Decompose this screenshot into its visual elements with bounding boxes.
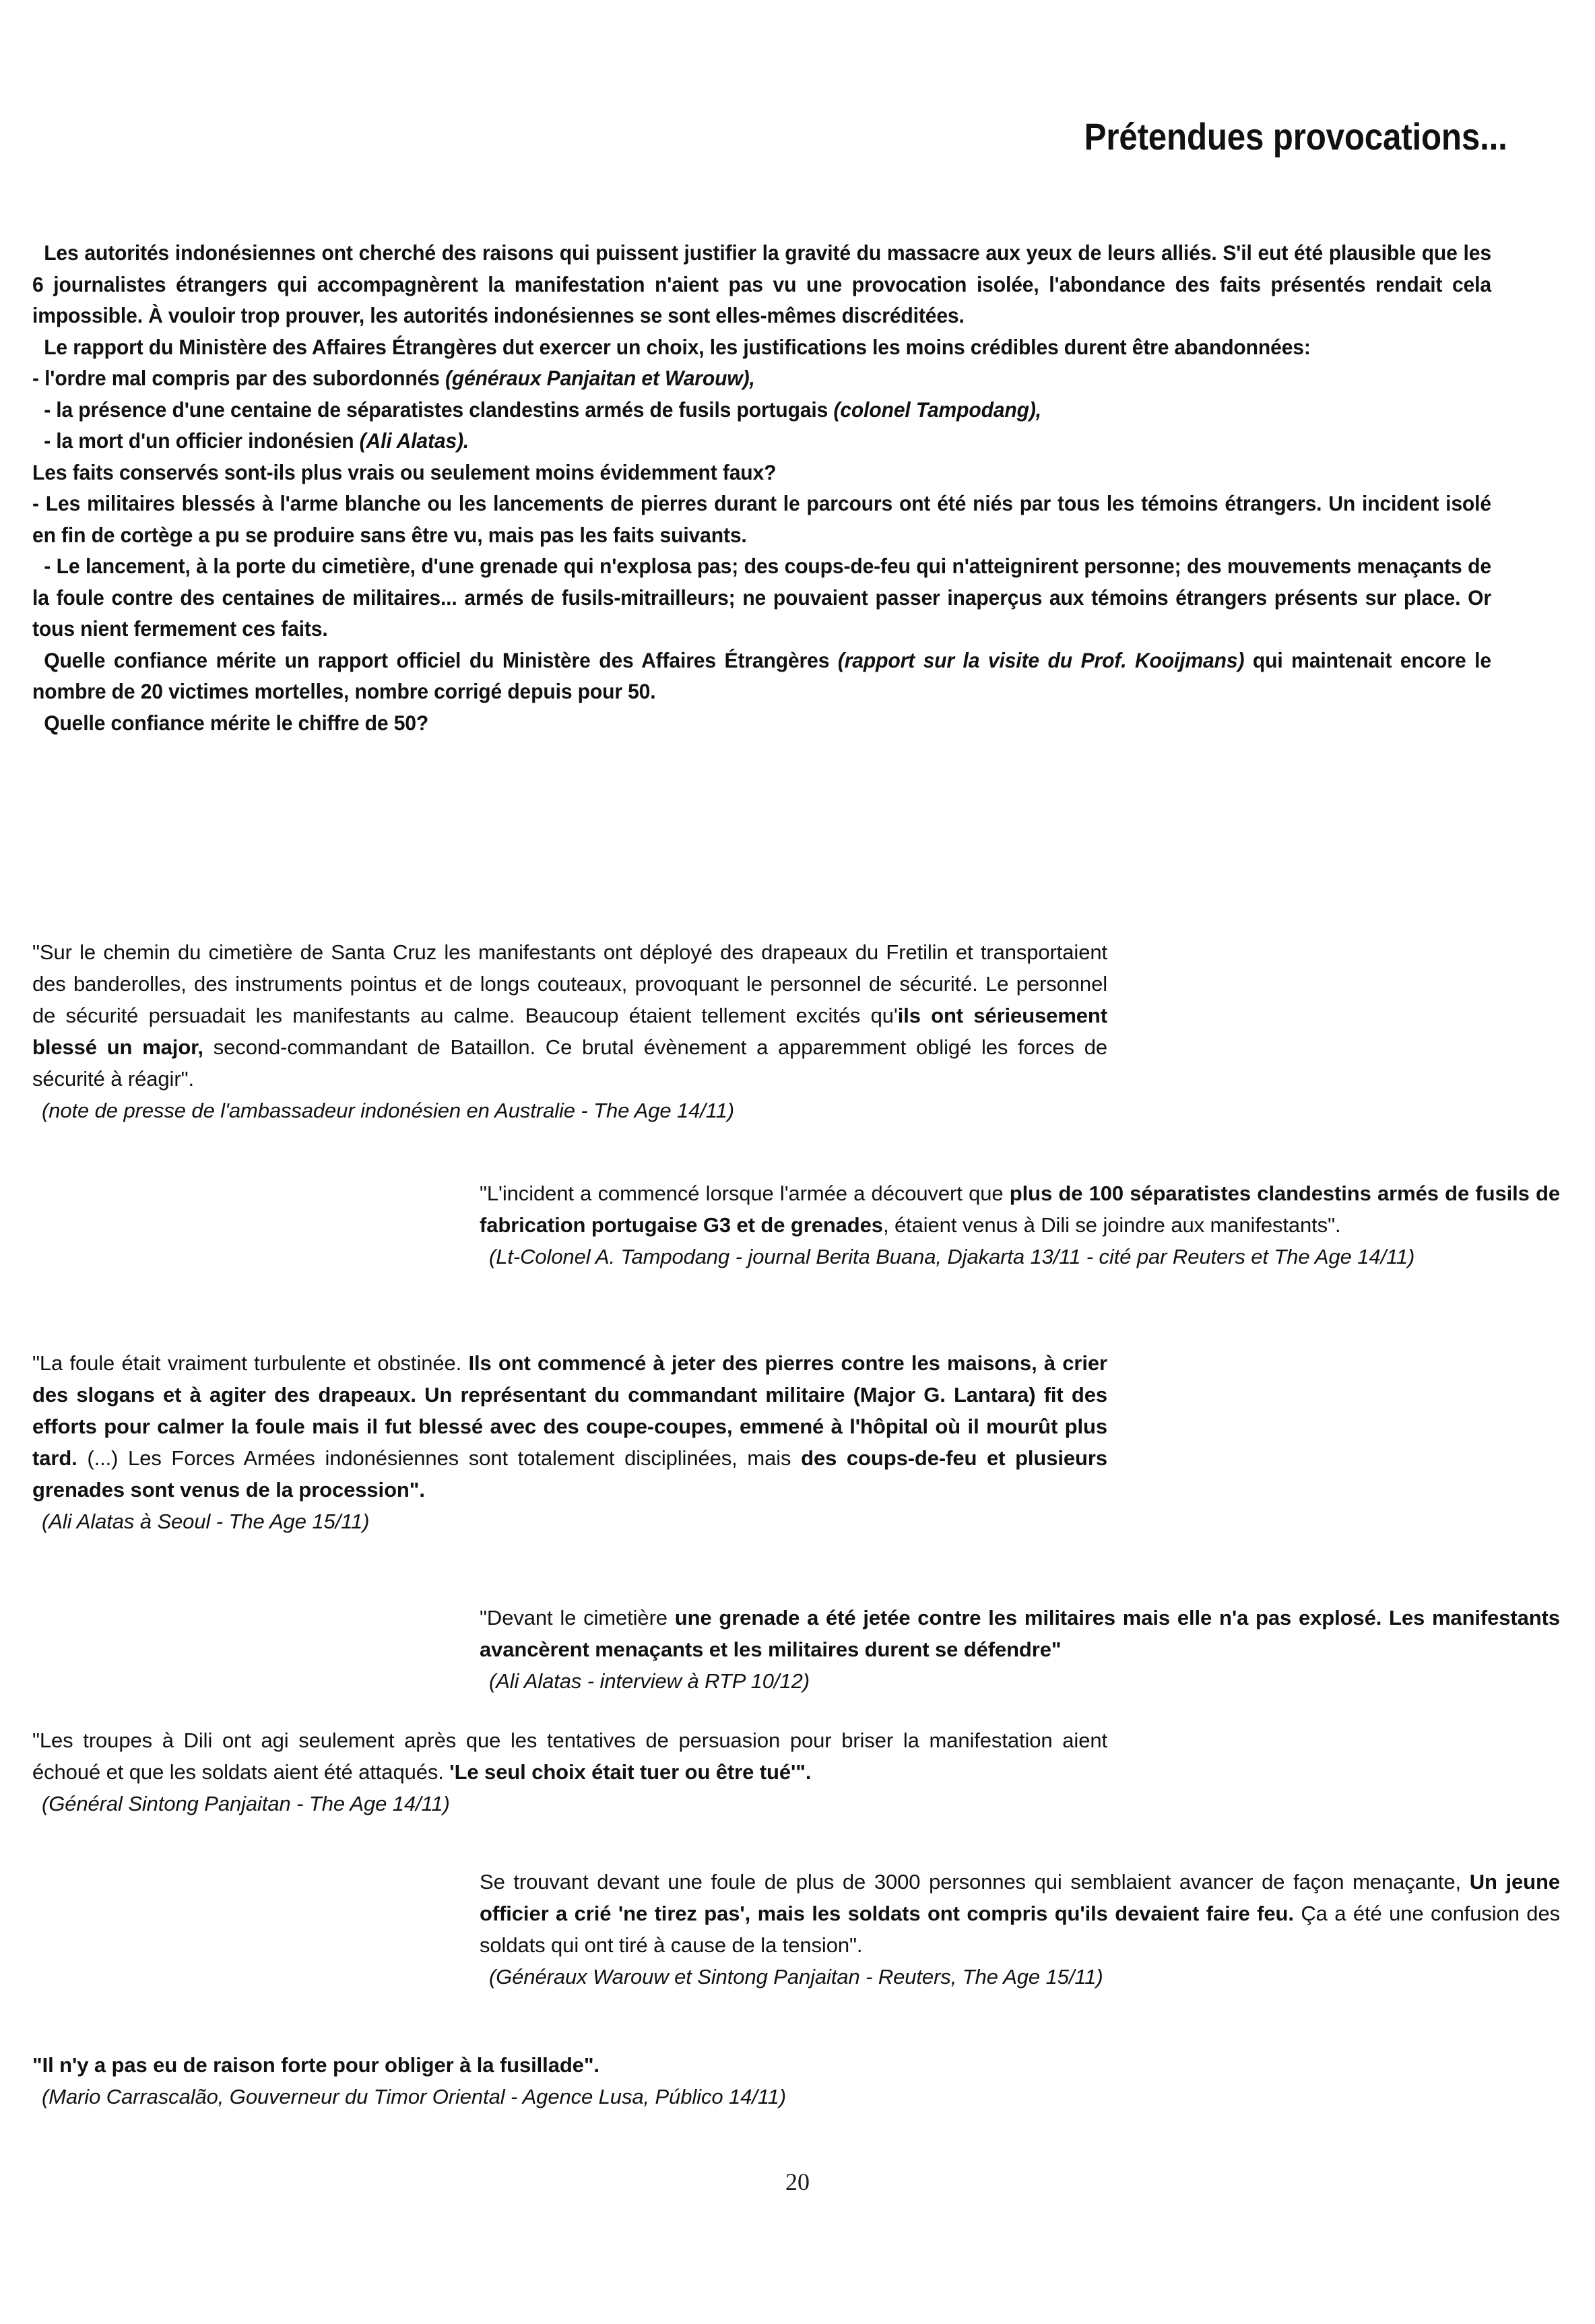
intro-paragraph-1-text: Les autorités indonésiennes ont cherché des raisons qui puissent justifier la gravité du massacre aux yeux de leurs alliés. S'il eut été plausible que les 6 journalistes étrangers qui accompagnèrent la manifestation n'aient pas vu une provocation isolée, l'abondance des faits présentés rendait cela impossible. À vouloir trop prouver, les autorités indonésiennes se sont elles-mêmes discréditées.	[32, 240, 1491, 327]
quote-text-part-b: Ça a été une confusion des soldats qui ont tiré à cause de la tension".	[480, 1902, 1560, 1957]
quote-text	[32, 936, 1107, 1095]
intro-bullet-2	[32, 394, 1491, 426]
quote-text-emphasis-2: des coups-de-feu et plusieurs grenades sont venus de la procession".	[32, 1446, 1107, 1502]
quote-text-part-a: "La foule était vraiment turbulente et obstinée.	[32, 1351, 469, 1375]
intro-bullet-2-text: - la présence d'une centaine de séparatistes clandestins armés de fusils portugais	[44, 397, 834, 422]
page-title: Prétendues provocations...	[1084, 115, 1507, 158]
quote-text	[32, 2049, 1107, 2081]
intro-paragraph-2-text: Le rapport du Ministère des Affaires Étrangères dut exercer un choix, les justifications les moins crédibles durent être abandonnées:	[44, 334, 1311, 359]
quote-attribution: (Mario Carrascalão, Gouverneur du Timor Oriental - Agence Lusa, Público 14/11)	[42, 2085, 786, 2108]
intro-bullet-1	[32, 362, 1491, 394]
intro-section	[32, 237, 1491, 738]
quote-text	[480, 1602, 1560, 1665]
quote-block-ambassadeur-australie	[32, 936, 1107, 1126]
intro-question-faits-text: Les faits conservés sont-ils plus vrais ou seulement moins évidemment faux?	[32, 459, 777, 484]
quote-block-sintong-panjaitan	[32, 1724, 1107, 1819]
intro-bullet-2-source: (colonel Tampodang),	[833, 397, 1041, 422]
intro-bullet-3-text: - la mort d'un officier indonésien	[44, 428, 360, 453]
intro-paragraph-1	[32, 237, 1491, 331]
quote-text-emphasis: Ils ont commencé à jeter des pierres contre les maisons, à crier des slogans et à agiter des drapeaux. Un représentant du commandant militaire (Major G. Lantara) fit des efforts pour calmer la foule mais il fut blessé avec des coupe-coupes, emmené à l'hôpital où il mourût plus tard.	[32, 1351, 1107, 1470]
quote-attribution: (Général Sintong Panjaitan - The Age 14/11)	[42, 1792, 450, 1815]
intro-bullet-1-source: (généraux Panjaitan et Warouw),	[445, 366, 755, 390]
quote-text-emphasis: plus de 100 séparatistes clandestins armés de fusils de fabrication portugaise G3 et de grenades	[480, 1182, 1561, 1237]
intro-bullet-5	[32, 550, 1491, 645]
quote-attribution: (Ali Alatas - interview à RTP 10/12)	[489, 1669, 810, 1693]
quote-text-emphasis: une grenade a été jetée contre les militaires mais elle n'a pas explosé. Les manifestants avancèrent menaçants et les militaires durent se défendre"	[480, 1606, 1560, 1661]
intro-bullet-5-text: - Le lancement, à la porte du cimetière, d'une grenade qui n'explosa pas; des coups-de-feu qui n'atteignirent personne; des mouvements menaçants de la foule contre des centaines de militaires... armés de fusils-mitrailleurs; ne pouvaient passer inaperçus aux témoins étrangers présents sur place. Or tous nient fermement ces faits.	[32, 554, 1491, 641]
intro-question-faits	[32, 457, 1491, 488]
quote-attribution: (note de presse de l'ambassadeur indonésien en Australie - The Age 14/11)	[42, 1099, 734, 1122]
quote-text-emphasis: ils ont sérieusement blessé un major,	[32, 1004, 1107, 1059]
intro-bullet-4-text: - Les militaires blessés à l'arme blanche ou les lancements de pierres durant le parcours ont été niés par tous les témoins étrangers. Un incident isolé en fin de cortège a pu se produire sans être vu, mais pas les faits suivants.	[32, 491, 1491, 547]
quote-text-part-a: "L'incident a commencé lorsque l'armée a découvert que	[480, 1182, 1010, 1205]
quote-text	[480, 1866, 1560, 1961]
intro-bullet-3	[32, 425, 1491, 457]
quote-text-part-a: "Devant le cimetière	[480, 1606, 675, 1629]
quote-attribution: (Généraux Warouw et Sintong Panjaitan - Reuters, The Age 15/11)	[489, 1965, 1103, 1989]
page-number: 20	[785, 2168, 810, 2195]
intro-paragraph-4-text: Quelle confiance mérite le chiffre de 50?	[44, 710, 429, 735]
intro-paragraph-4	[32, 707, 1491, 739]
intro-paragraph-3-source: (rapport sur la visite du Prof. Kooijmans)	[837, 647, 1245, 672]
intro-paragraph-3-text: Quelle confiance mérite un rapport officiel du Ministère des Affaires Étrangères	[44, 647, 838, 672]
quote-block-ali-alatas-rtp	[480, 1602, 1560, 1697]
quote-text-part-a: Se trouvant devant une foule de plus de 3000 personnes qui semblaient avancer de façon menaçante,	[480, 1870, 1470, 1894]
intro-paragraph-3	[32, 645, 1491, 707]
quote-block-tampodang-berita-buana	[480, 1177, 1560, 1272]
quote-attribution: (Ali Alatas à Seoul - The Age 15/11)	[42, 1510, 370, 1533]
quote-text-emphasis: Un jeune officier a crié 'ne tirez pas', mais les soldats ont compris qu'ils devaient faire feu.	[480, 1870, 1560, 1925]
quote-text-part-a: "Sur le chemin du cimetière de Santa Cruz les manifestants ont déployé des drapeaux du Fretilin et transportaient des banderolles, des instruments pointus et de longs couteaux, provoquant le personnel de sécurité. Le personnel de sécurité persuadait les manifestants au calme. Beaucoup étaient tellement excités qu'	[32, 940, 1107, 1027]
intro-bullet-3-source: (Ali Alatas).	[359, 428, 469, 453]
quote-text-emphasis: "Il n'y a pas eu de raison forte pour obliger à la fusillade".	[32, 2053, 599, 2077]
quote-text-part-b: second-commandant de Bataillon. Ce brutal évènement a apparemment obligé les forces de sécurité à réagir".	[32, 1035, 1107, 1091]
quote-block-ali-alatas-seoul	[32, 1347, 1107, 1537]
quote-attribution: (Lt-Colonel A. Tampodang - journal Berita Buana, Djakarta 13/11 - cité par Reuters et The Age 14/11)	[489, 1245, 1415, 1268]
intro-bullet-1-text: - l'ordre mal compris par des subordonnés	[32, 366, 445, 390]
quote-text	[32, 1347, 1107, 1506]
intro-paragraph-2	[32, 331, 1491, 363]
intro-bullet-4	[32, 488, 1491, 550]
quote-text-part-b: , étaient venus à Dili se joindre aux manifestants".	[882, 1213, 1341, 1237]
quote-text-part-b: (...) Les Forces Armées indonésiennes sont totalement disciplinées, mais	[77, 1446, 802, 1470]
quote-text-part-a: "Les troupes à Dili ont agi seulement après que les tentatives de persuasion pour briser la manifestation aient échoué et que les soldats aient été attaqués.	[32, 1729, 1107, 1784]
quote-text-emphasis: 'Le seul choix était tuer ou être tué'".	[449, 1760, 812, 1784]
intro-paragraph-3-tail: qui maintenait encore le nombre de 20 victimes mortelles, nombre corrigé depuis pour 50.	[32, 647, 1491, 703]
quote-text	[480, 1177, 1560, 1241]
quote-block-mario-carrascalao	[32, 2049, 1107, 2112]
quote-block-warouw-panjaitan-reuters	[480, 1866, 1560, 1993]
quote-text	[32, 1724, 1107, 1788]
